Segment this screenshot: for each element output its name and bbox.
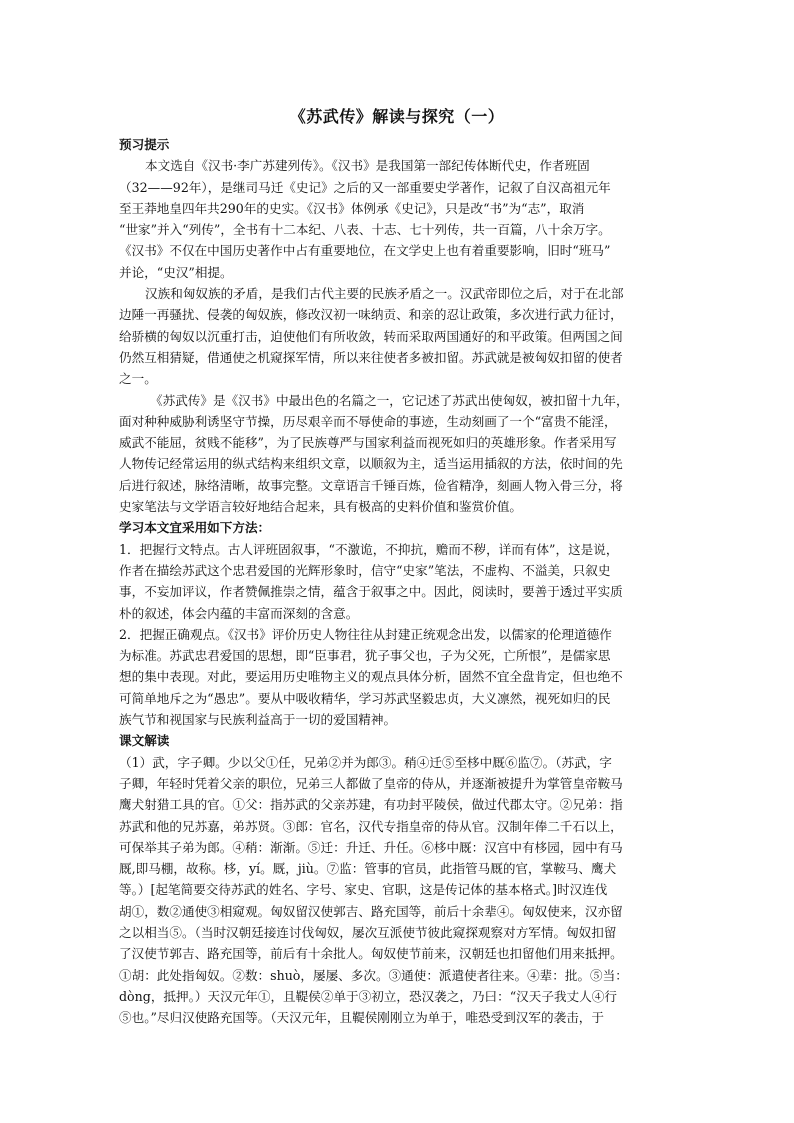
- text-line: 之以相当⑤。（当时汉朝廷接连讨伐匈奴，屡次互派使节彼此窥探观察对方军情。匈奴扣留: [119, 924, 617, 940]
- text-line: 面对种种威胁利诱坚守节操，历尽艰辛而不辱使命的事迹，生动刻画了一个“富贵不能淫，: [119, 413, 617, 429]
- text-line: 汉族和匈奴族的矛盾，是我们古代主要的民族矛盾之一。汉武帝即位之后，对于在北部: [145, 286, 624, 302]
- text-line: 威武不能屈，贫贱不能移”，为了民族尊严与国家利益而视死如归的英雄形象。作者采用写: [119, 435, 617, 451]
- text-line: “世家”并入“列传”，全书有十二本纪、八表、十志、七十列传，共一百篇，八十余万字。: [119, 222, 611, 238]
- text-line: 可保举其子弟为郎。④稍：渐渐。⑤迁：升迁、升任。⑥栘中厩：汉宫中有栘园，园中有马: [119, 839, 623, 855]
- text-line: （1）武，字子卿。少以父①任，兄弟②并为郎③。稍④迁⑤至栘中厩⑥监⑦。（苏武，字: [119, 754, 612, 770]
- text-line: 后进行叙述，脉络清晰，故事完整。文章语言千锤百炼，俭省精净，刻画人物入骨三分，将: [119, 477, 623, 493]
- text-line: 了汉使节郭吉、路充国等，前后有十余批人。匈奴使节前来，汉朝廷也扣留他们用来抵押。: [119, 946, 623, 962]
- text-line: 朴的叙述，体会内蕴的丰富而深刻的含意。: [119, 605, 359, 621]
- text-line: 可简单地斥之为“愚忠”。要从中吸收精华，学习苏武坚毅忠贞，大义凛然，视死如归的民: [119, 690, 611, 706]
- text-line: 族气节和视国家与民族利益高于一切的爱国精神。: [119, 712, 397, 728]
- text-line: 苏武和他的兄苏嘉，弟苏贤。③郎：官名，汉代专指皇帝的侍从官。汉制年俸二千石以上，: [119, 818, 623, 834]
- text-line: 2．把握正确观点。《汉书》评价历史人物往往从封建正统观念出发，以儒家的伦理道德作: [119, 626, 612, 642]
- text-line: 想的集中表现。对此，要运用历史唯物主义的观点具体分析，固然不宜全盘肯定，但也绝不: [119, 669, 623, 685]
- text-line: ①胡：此处指匈奴。②数：shuò，屡屡、多次。③通使：派遣使者往来。④辈：批。⑤当：: [119, 967, 628, 983]
- section-heading: 学习本文宜采用如下方法：: [119, 520, 271, 536]
- text-line: 胡①，数②通使③相窥观。匈奴留汉使郭吉、路充国等，前后十余辈④。匈奴使来，汉亦留: [119, 903, 623, 919]
- text-line: dòng，抵押。）天汉元年①，且鞮侯②单于③初立，恐汉袭之，乃曰：“汉天子我丈人④行: [119, 988, 617, 1004]
- text-line: 等。）[起笔简要交待苏武的姓名、字号、家史、官职，这是传记体的基本格式。]时汉连伐: [119, 882, 608, 898]
- text-line: 之一。: [119, 371, 157, 387]
- text-line: ⑤也。”尽归汉使路充国等。（天汉元年，且鞮侯刚刚立为单于，唯恐受到汉军的袭击，于: [119, 1010, 604, 1026]
- text-line: 人物传记经常运用的纵式结构来组织文章，以顺叙为主，适当运用插叙的方法，依时间的先: [119, 456, 623, 472]
- text-line: 给骄横的匈奴以沉重打击，迫使他们有所收敛，转而采取两国通好的和平政策。但两国之间: [119, 328, 623, 344]
- text-line: 子卿，年轻时凭着父亲的职位，兄弟三人都做了皇帝的侍从，并逐渐被提升为掌管皇帝鞍马: [119, 775, 623, 791]
- text-line: 1．把握行文特点。古人评班固叙事，“不激诡，不抑抗，赡而不秽，详而有体”，这是说，: [119, 541, 619, 557]
- text-line: 并论，“史汉”相提。: [119, 264, 233, 280]
- text-line: 厩,即马棚，故称。栘，yí。厩，jiù。⑦监：管事的官员，此指管马厩的官，掌鞍马、鹰犬: [119, 861, 617, 877]
- text-line: 至王莽地皇四年共290年的史实。《汉书》体例承《史记》，只是改“书”为“志”，取消: [119, 200, 585, 216]
- text-line: 作者在描绘苏武这个忠君爱国的光辉形象时，信守“史家”笔法，不虚构、不溢美，只叙史: [119, 562, 611, 578]
- text-line: 《苏武传》是《汉书》中最出色的名篇之一，它记述了苏武出使匈奴，被扣留十九年，: [150, 392, 629, 408]
- document-title: 《苏武传》解读与探究（一）: [289, 107, 505, 126]
- text-line: （32——92年），是继司马迁《史记》之后的又一部重要史学著作，记叙了自汉高祖元年: [119, 179, 611, 195]
- text-line: 本文选自《汉书·李广苏建列传》。《汉书》是我国第一部纪传体断代史，作者班固: [145, 158, 590, 174]
- section-heading: 课文解读: [119, 733, 170, 749]
- text-line: 事，不妄加评议，作者赞佩推崇之情，蕴含于叙事之中。因此，阅读时，要善于透过平实质: [119, 584, 623, 600]
- text-line: 史家笔法与文学语言较好地结合起来，具有极高的史料价值和鉴赏价值。: [119, 499, 522, 515]
- text-line: 《汉书》不仅在中国历史著作中占有重要地位，在文学史上也有着重要影响，旧时“班马”: [119, 243, 611, 259]
- text-line: 边陲一再骚扰、侵袭的匈奴族，修改汉初一味纳贡、和亲的忍让政策，多次进行武力征讨，: [119, 307, 623, 323]
- text-line: 为标准。苏武忠君爱国的思想，即“臣事君，犹子事父也，子为父死，亡所恨”，是儒家思: [119, 648, 611, 664]
- text-line: 仍然互相猜疑，借通使之机窥探军情，所以来往使者多被扣留。苏武就是被匈奴扣留的使者: [119, 349, 623, 365]
- document-body: [119, 134, 675, 1028]
- text-line: 鹰犬射猎工具的官。①父：指苏武的父亲苏建，有功封平陵侯，做过代郡太守。②兄弟：指: [119, 797, 623, 813]
- section-heading: 预习提示: [119, 137, 170, 152]
